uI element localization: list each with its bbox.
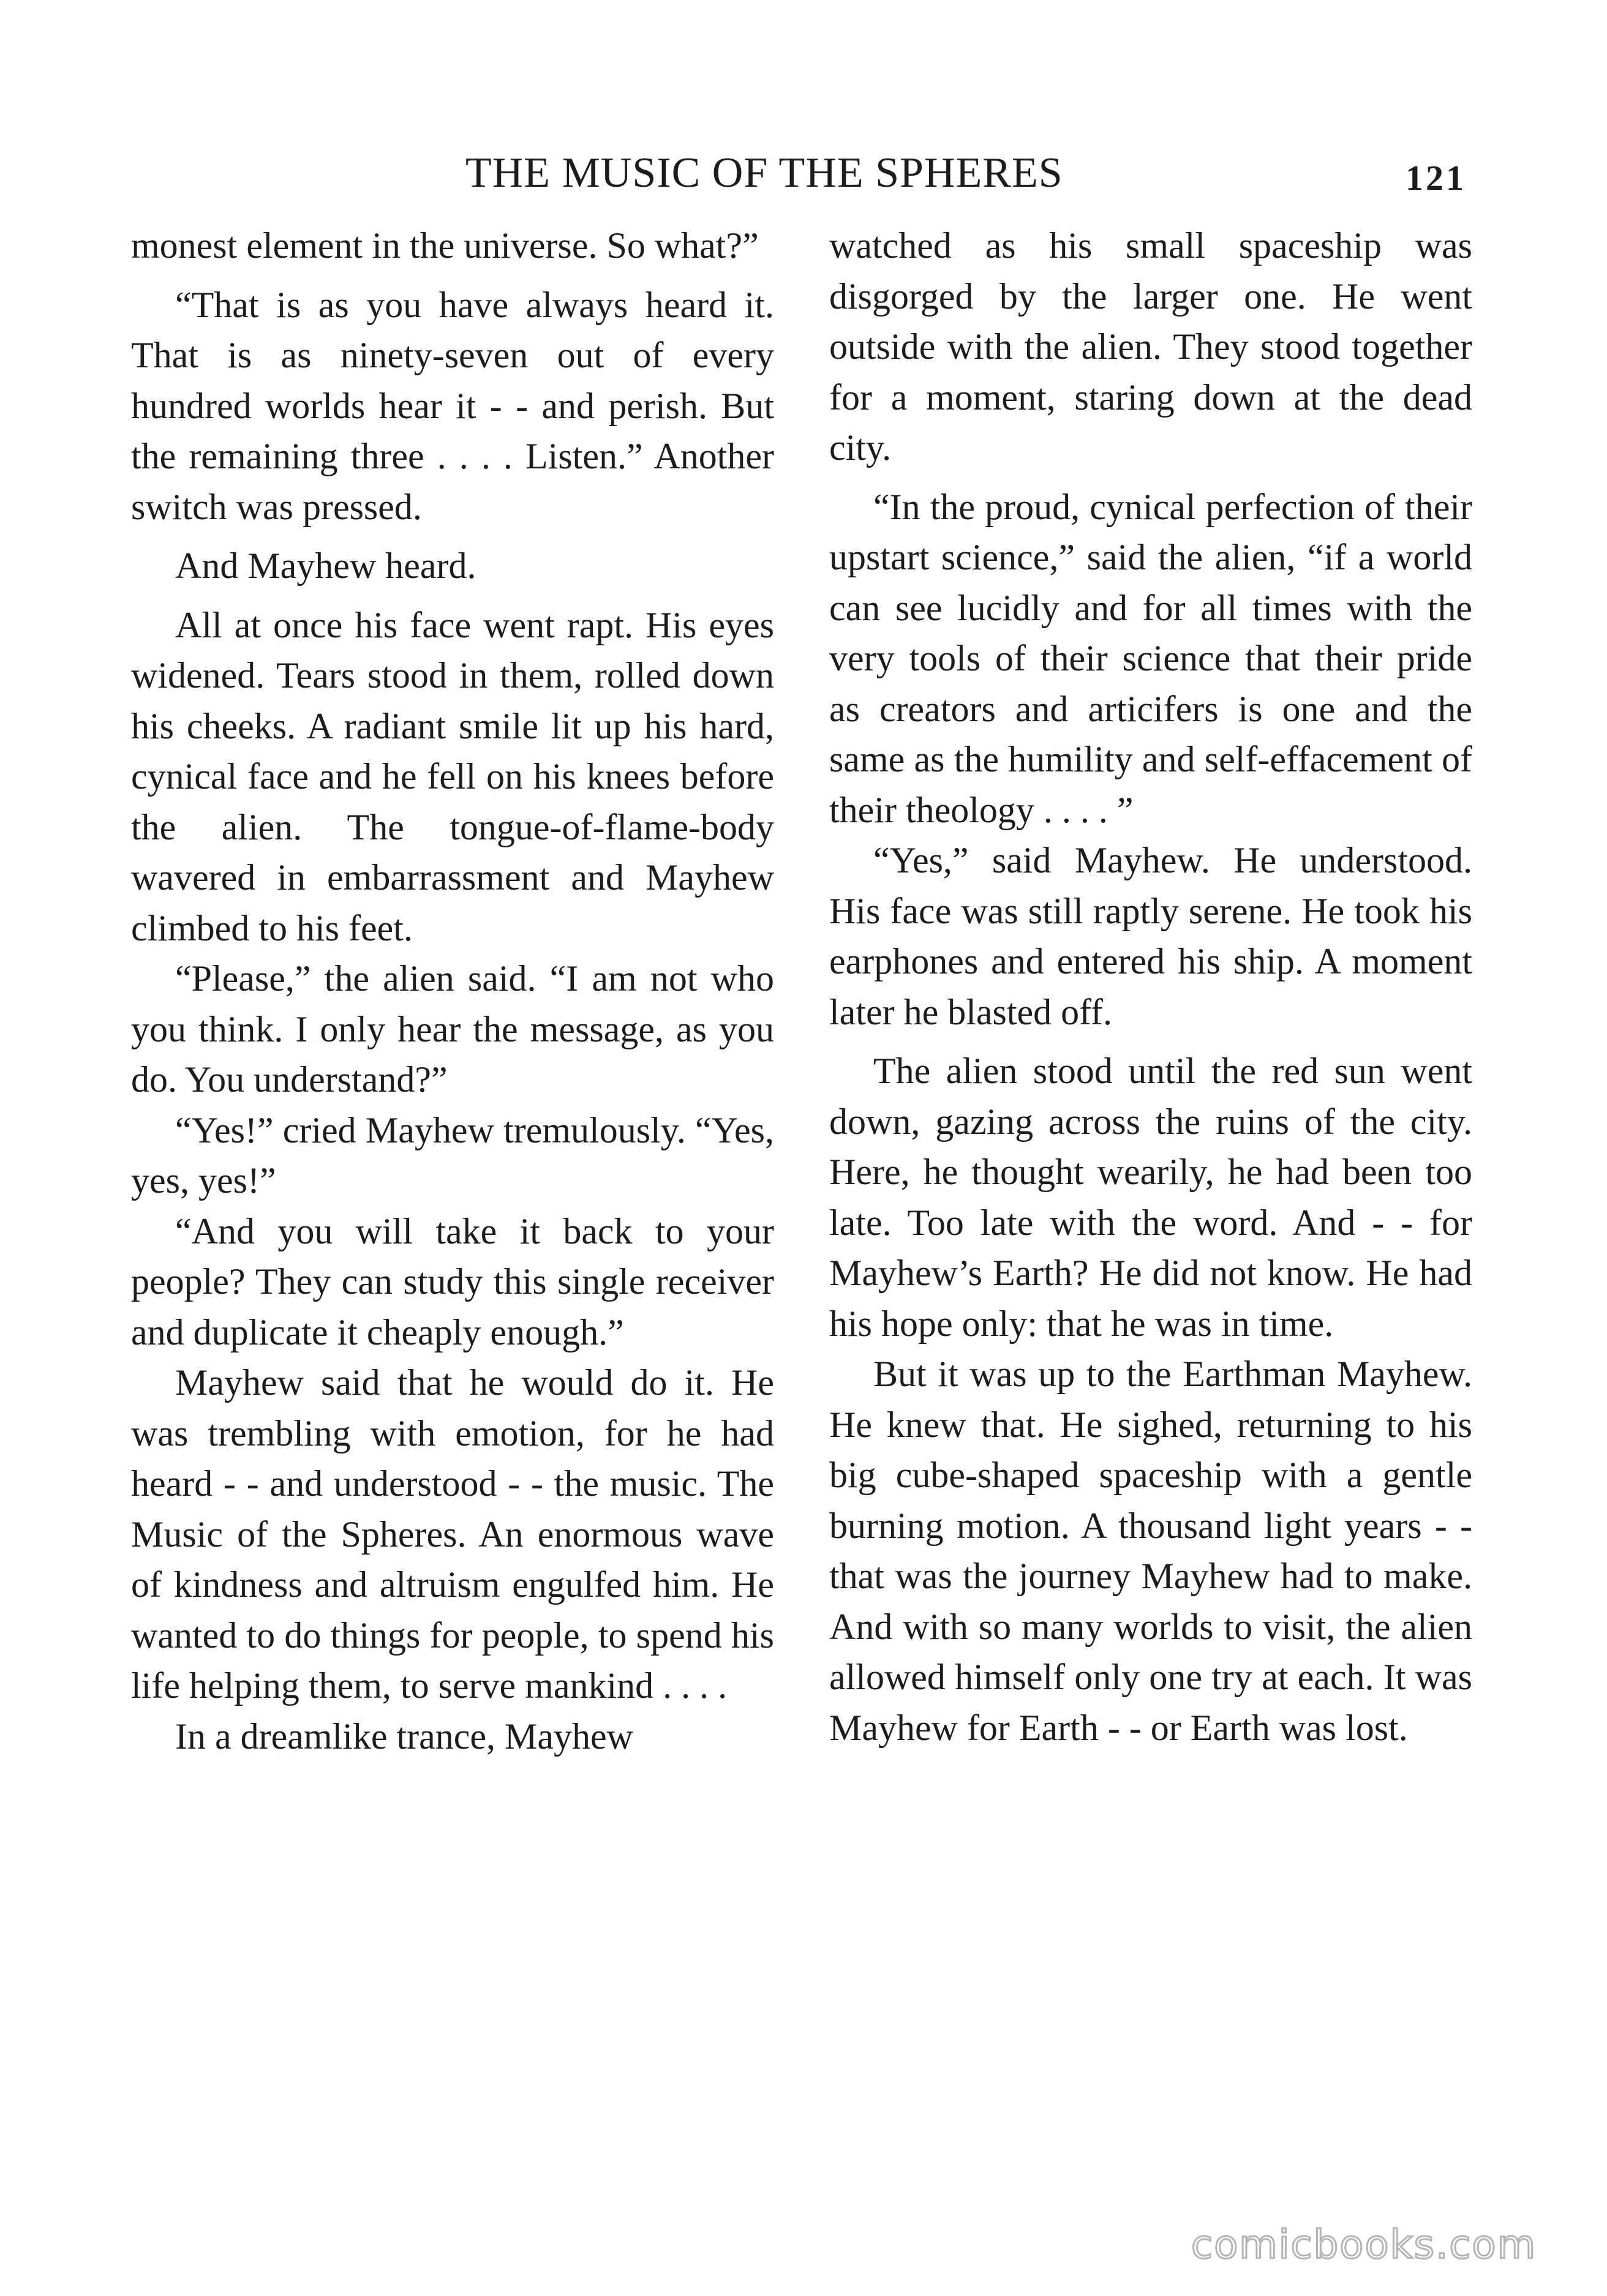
paragraph: All at once his face went rapt. His eyes widened. Tears stood in them, rolled down his cheeks. A radiant smile lit up his hard, cynical face and he fell on his knees before the alien. The tongue-of-flame-body wavered in embarrassment and Mayhew climbed to his feet. — [131, 604, 774, 948]
paragraph: The alien stood until the red sun went down, gazing across the ruins of the city. Here, he thought wearily, he had been too late. Too late with the word. And - - for Mayhew’s Earth? He did not know. He had his hope only: that he was in time. — [829, 1051, 1472, 1344]
paragraph: “And you will take it back to your people? They can study this single receiver and duplicate it cheaply enough.” — [131, 1210, 774, 1352]
paragraph: “In the proud, cynical perfection of their upstart science,” said the alien, “if a world can see lucidly and for all times with the very tools of their science that their pride as creators and articifers is one and the same as the humility and self-effacement of their theology . . . . ” — [829, 486, 1472, 830]
running-title: THE MUSIC OF THE SPHERES — [465, 149, 1063, 197]
paragraph: “Yes!” cried Mayhew tremulously. “Yes, yes, yes!” — [131, 1109, 774, 1201]
watermark: comicbooks.com — [1191, 2223, 1537, 2268]
running-header — [0, 146, 1607, 201]
paragraph: But it was up to the Earthman Mayhew. He knew that. He sighed, returning to his big cube-shaped spaceship with a gentle burning motion. A thousand light years - - that was the journey Mayhew had to make. And with so many worlds to visit, the alien allowed himself only one try at each. It was Mayhew for Earth - - or Earth was lost. — [829, 1354, 1472, 1748]
paragraph: In a dreamlike trance, Mayhew — [175, 1716, 633, 1757]
page-number: 121 — [1406, 158, 1466, 198]
paragraph: Mayhew said that he would do it. He was trembling with emotion, for he had heard - - and understood - - the music. The Music of the Spheres. An enormous wave of kindness and altruism engulfed him. He wanted to do things for people, to spend his life helping them, to serve mankind . . . . — [131, 1362, 774, 1706]
paragraph: And Mayhew heard. — [175, 546, 476, 586]
paragraph: “That is as you have always heard it. That is as ninety-seven out of every hundred worlds hear it - - and perish. But the remaining three . . . . Listen.” Another switch was pressed. — [131, 284, 774, 527]
paragraph: watched as his small spaceship was disgorged by the larger one. He went outside with the alien. They stood together for a moment, staring down at the dead city. — [829, 225, 1472, 468]
text-column-right — [829, 220, 1472, 1753]
paragraph: “Yes,” said Mayhew. He understood. His face was still raptly serene. He took his earphones and entered his ship. A moment later he blasted off. — [829, 840, 1472, 1032]
paragraph: “Please,” the alien said. “I am not who you think. I only hear the message, as you do. You understand?” — [131, 958, 774, 1100]
paragraph: monest element in the universe. So what?” — [131, 225, 759, 266]
text-column-left — [131, 220, 774, 1761]
